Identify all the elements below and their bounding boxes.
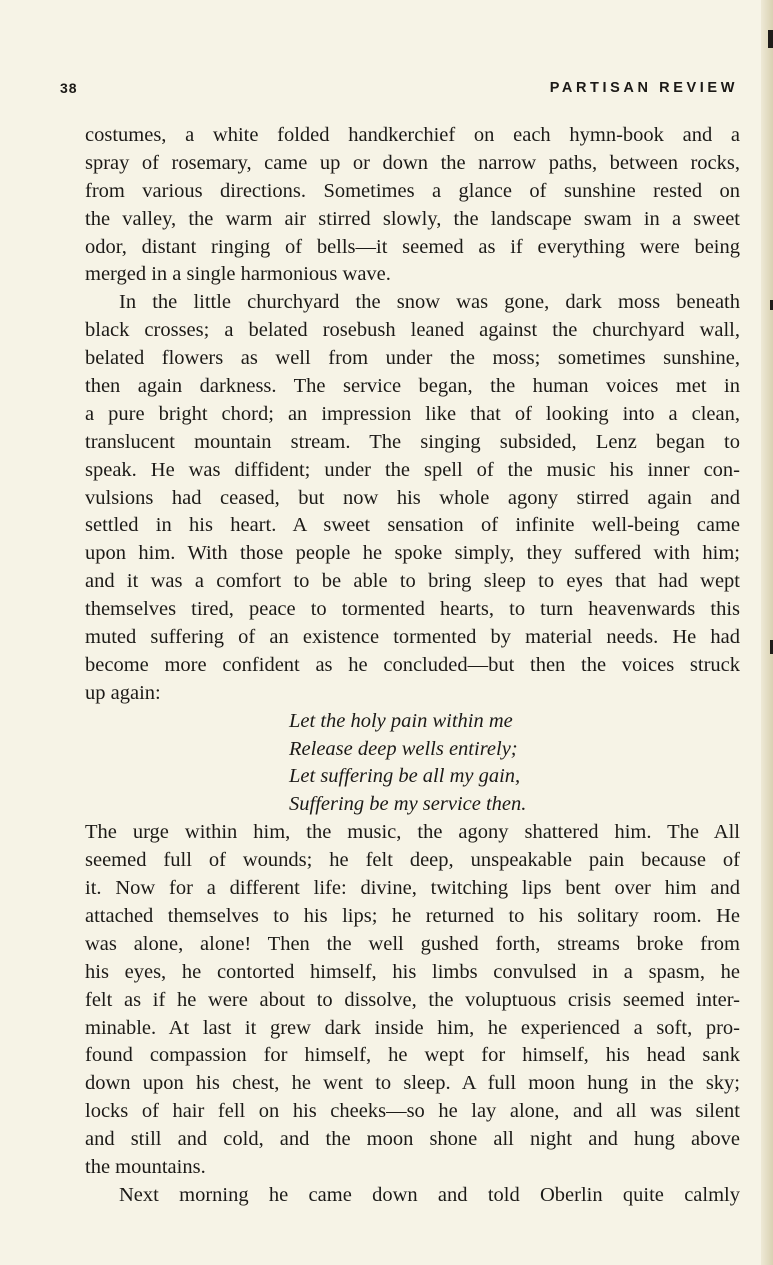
verse-line: Let the holy pain within me: [289, 709, 513, 732]
text-line: costumes, a white folded handkerchief on each hymn-book and a: [85, 124, 740, 146]
text-line: the valley, the warm air stirred slowly, the landscape swam in a sweet: [85, 207, 740, 230]
paragraph-start-line: Next morning he came down and told Oberlin quite calmly: [119, 1183, 740, 1206]
text-line: settled in his heart. A sweet sensation of infinite well-being came: [85, 514, 740, 537]
text-line: from various directions. Sometimes a glance of sunshine rested on: [85, 179, 740, 202]
text-line: speak. He was diffident; under the spell of the music his inner con-: [85, 458, 740, 481]
text-line: seemed full of wounds; he felt deep, unspeakable pain because of: [85, 849, 740, 872]
text-line: his eyes, he contorted himself, his limbs convulsed in a spasm, he: [85, 960, 740, 983]
text-line: muted suffering of an existence tormented by material needs. He had: [85, 626, 740, 649]
text-line: then again darkness. The service began, the human voices met in: [85, 375, 740, 398]
text-line: belated flowers as well from under the moss; sometimes sunshine,: [85, 347, 740, 370]
text-line: it. Now for a different life: divine, twitching lips bent over him and: [85, 877, 740, 900]
text-line: become more confident as he concluded—but then the voices struck: [85, 653, 740, 676]
text-line: a pure bright chord; an impression like that of looking into a clean,: [85, 402, 740, 425]
text-line: odor, distant ringing of bells—it seemed as if everything were being: [85, 235, 740, 258]
body-text: [85, 122, 740, 1210]
verse-line: Release deep wells entirely;: [289, 737, 518, 760]
text-line: themselves tired, peace to tormented hearts, to turn heavenwards this: [85, 598, 740, 621]
text-line: down upon his chest, he went to sleep. A full moon hung in the sky;: [85, 1072, 740, 1095]
page-header: [60, 80, 738, 100]
text-line: and still and cold, and the moon shone all night and hung above: [85, 1128, 740, 1151]
page-edge: [761, 0, 773, 1265]
text-line: translucent mountain stream. The singing subsided, Lenz began to: [85, 430, 740, 453]
verse-line: Suffering be my service then.: [289, 793, 527, 816]
paragraph-start-line: In the little churchyard the snow was gone, dark moss beneath: [119, 291, 740, 314]
text-line: found compassion for himself, he wept for himself, his head sank: [85, 1044, 740, 1067]
text-line: attached themselves to his lips; he returned to his solitary room. He: [85, 904, 740, 927]
text-line: upon him. With those people he spoke simply, they suffered with him;: [85, 542, 740, 565]
text-line: The urge within him, the music, the agony shattered him. The All: [85, 821, 740, 844]
page-number: 38: [60, 80, 78, 96]
verse-line: Let suffering be all my gain,: [289, 765, 521, 788]
text-line: vulsions had ceased, but now his whole agony stirred again and: [85, 486, 740, 509]
text-line: spray of rosemary, came up or down the narrow paths, between rocks,: [85, 151, 740, 174]
text-line: up again:: [85, 681, 161, 704]
text-line: was alone, alone! Then the well gushed forth, streams broke from: [85, 932, 740, 955]
text-line: minable. At last it grew dark inside him, he experienced a soft, pro-: [85, 1016, 740, 1039]
text-line: felt as if he were about to dissolve, the voluptuous crisis seemed inter-: [85, 988, 740, 1011]
page-edge-mark: [768, 30, 773, 48]
running-head: PARTISAN REVIEW: [549, 80, 738, 96]
text-line: locks of hair fell on his cheeks—so he lay alone, and all was silent: [85, 1100, 740, 1123]
text-line: merged in a single harmonious wave.: [85, 263, 391, 286]
text-line: black crosses; a belated rosebush leaned against the churchyard wall,: [85, 319, 740, 342]
text-line: and it was a comfort to be able to bring sleep to eyes that had wept: [85, 570, 740, 593]
text-line: the mountains.: [85, 1155, 206, 1178]
